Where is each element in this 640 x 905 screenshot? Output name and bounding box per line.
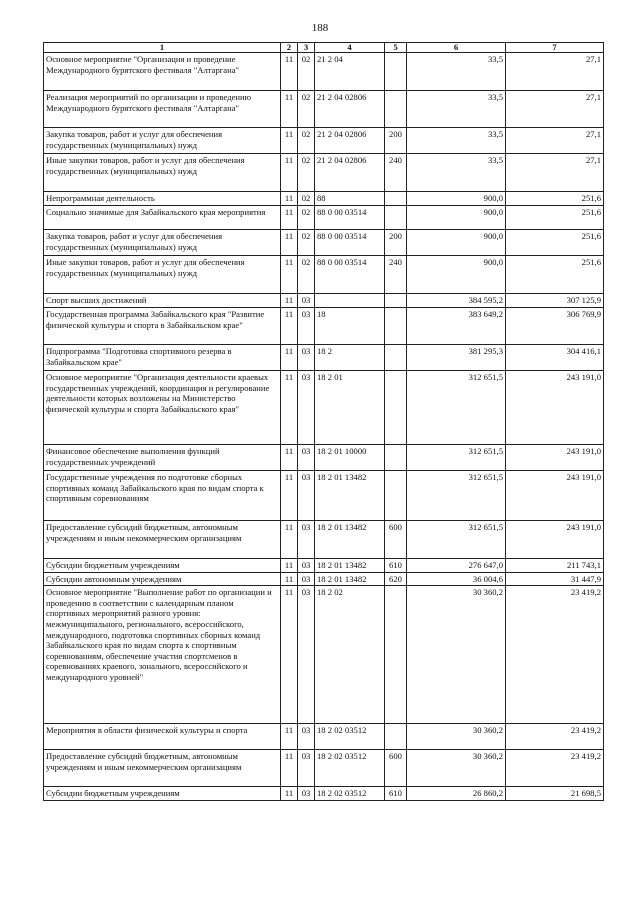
row-amount-executed: 23 419,2	[506, 750, 604, 787]
row-subsection: 02	[298, 230, 315, 256]
row-target-article: 21 2 04 02806	[315, 154, 385, 192]
row-expense-type: 610	[385, 559, 407, 573]
row-target-article	[315, 294, 385, 308]
row-amount-approved: 900,0	[407, 206, 506, 230]
row-amount-approved: 384 595,2	[407, 294, 506, 308]
row-amount-approved: 33,5	[407, 128, 506, 154]
row-name: Государственные учреждения по подготовке сборных спортивных команд Забайкальского края по видам спорта к спортивным соревнованиям	[44, 471, 281, 521]
row-section: 11	[281, 294, 298, 308]
row-expense-type	[385, 724, 407, 750]
table-row	[44, 154, 604, 192]
row-expense-type	[385, 53, 407, 91]
row-amount-approved: 33,5	[407, 91, 506, 128]
row-subsection: 03	[298, 750, 315, 787]
row-target-article: 88 0 00 03514	[315, 230, 385, 256]
header-col-1: 1	[44, 43, 281, 53]
row-expense-type	[385, 206, 407, 230]
row-subsection: 03	[298, 308, 315, 345]
row-subsection: 03	[298, 294, 315, 308]
row-name: Финансовое обеспечение выполнения функций государственных учреждений	[44, 445, 281, 471]
row-amount-executed: 23 419,2	[506, 724, 604, 750]
row-subsection: 02	[298, 91, 315, 128]
row-name: Основное мероприятие "Организация деятельности краевых государственных учреждений, координация и регулирование деятельности которых возложены на Министерство физической культуры и спорта Забайкальского края"	[44, 371, 281, 445]
row-amount-approved: 381 295,3	[407, 345, 506, 371]
row-name: Иные закупки товаров, работ и услуг для обеспечения государственных (муниципальных) нужд	[44, 154, 281, 192]
row-name: Подпрограмма "Подготовка спортивного резерва в Забайкальском крае"	[44, 345, 281, 371]
row-target-article: 18 2 01	[315, 371, 385, 445]
row-amount-approved: 312 651,5	[407, 521, 506, 559]
row-amount-executed: 21 698,5	[506, 787, 604, 801]
table-row	[44, 294, 604, 308]
row-name: Предоставление субсидий бюджетным, автономным учреждениям и иным некоммерческим организациям	[44, 521, 281, 559]
row-name: Основное мероприятие "Выполнение работ по организации и проведению в соответствии с календарным планом спортивных мероприятий разного уровня: межмуниципального, регионального, всероссийского, международного, подготовка спортивных сборных команд Забайкальского края по видам спорта к спортивным соревнованиям, обеспечение участия спортсменов в соревнованиях краевого, зонального, всероссийского и международного уровней"	[44, 586, 281, 724]
table-row	[44, 724, 604, 750]
row-expense-type	[385, 445, 407, 471]
row-section: 11	[281, 192, 298, 206]
row-amount-executed: 251,6	[506, 230, 604, 256]
row-expense-type	[385, 371, 407, 445]
row-section: 11	[281, 128, 298, 154]
row-amount-executed: 251,6	[506, 256, 604, 294]
header-row	[44, 43, 604, 53]
row-amount-executed: 27,1	[506, 154, 604, 192]
row-subsection: 02	[298, 154, 315, 192]
row-target-article: 88 0 00 03514	[315, 256, 385, 294]
row-amount-approved: 900,0	[407, 256, 506, 294]
table-row	[44, 787, 604, 801]
row-amount-approved: 30 360,2	[407, 724, 506, 750]
table-row	[44, 192, 604, 206]
table-row	[44, 206, 604, 230]
row-expense-type: 240	[385, 256, 407, 294]
row-section: 11	[281, 559, 298, 573]
row-target-article: 88 0 00 03514	[315, 206, 385, 230]
row-section: 11	[281, 371, 298, 445]
row-amount-approved: 26 860,2	[407, 787, 506, 801]
header-col-6: 6	[407, 43, 506, 53]
row-subsection: 02	[298, 256, 315, 294]
table-row	[44, 91, 604, 128]
row-name: Иные закупки товаров, работ и услуг для обеспечения государственных (муниципальных) нужд	[44, 256, 281, 294]
row-amount-executed: 243 191,0	[506, 445, 604, 471]
row-name: Мероприятия в области физической культуры и спорта	[44, 724, 281, 750]
row-section: 11	[281, 206, 298, 230]
header-col-4: 4	[315, 43, 385, 53]
row-subsection: 02	[298, 192, 315, 206]
row-amount-executed: 304 416,1	[506, 345, 604, 371]
row-amount-executed: 31 447,9	[506, 572, 604, 586]
table-row	[44, 345, 604, 371]
row-subsection: 03	[298, 559, 315, 573]
row-section: 11	[281, 750, 298, 787]
row-target-article: 18 2 01 13482	[315, 572, 385, 586]
row-amount-approved: 33,5	[407, 53, 506, 91]
table-row	[44, 471, 604, 521]
table-body	[44, 53, 604, 801]
row-amount-executed: 27,1	[506, 128, 604, 154]
row-subsection: 03	[298, 724, 315, 750]
row-name: Предоставление субсидий бюджетным, автономным учреждениям и иным некоммерческим организациям	[44, 750, 281, 787]
row-amount-approved: 276 647,0	[407, 559, 506, 573]
row-target-article: 18 2 02	[315, 586, 385, 724]
row-amount-executed: 307 125,9	[506, 294, 604, 308]
table-row	[44, 586, 604, 724]
row-amount-executed: 27,1	[506, 91, 604, 128]
row-amount-approved: 33,5	[407, 154, 506, 192]
row-section: 11	[281, 154, 298, 192]
table-row	[44, 521, 604, 559]
row-name: Субсидии бюджетным учреждениям	[44, 787, 281, 801]
row-amount-approved: 30 360,2	[407, 750, 506, 787]
row-expense-type	[385, 471, 407, 521]
row-amount-approved: 312 651,5	[407, 445, 506, 471]
header-col-7: 7	[506, 43, 604, 53]
row-amount-approved: 900,0	[407, 192, 506, 206]
table-row	[44, 256, 604, 294]
row-target-article: 18 2 01 13482	[315, 559, 385, 573]
table-row	[44, 308, 604, 345]
row-target-article: 21 2 04 02806	[315, 128, 385, 154]
table-row	[44, 128, 604, 154]
row-name: Закупка товаров, работ и услуг для обеспечения государственных (муниципальных) нужд	[44, 230, 281, 256]
row-target-article: 18 2 02 03512	[315, 787, 385, 801]
row-amount-executed: 306 769,9	[506, 308, 604, 345]
row-amount-approved: 36 004,6	[407, 572, 506, 586]
row-section: 11	[281, 572, 298, 586]
row-amount-executed: 27,1	[506, 53, 604, 91]
row-expense-type: 200	[385, 230, 407, 256]
row-section: 11	[281, 308, 298, 345]
table-row	[44, 445, 604, 471]
row-expense-type	[385, 192, 407, 206]
row-subsection: 03	[298, 787, 315, 801]
row-name: Основное мероприятие "Организация и проведение Международного бурятского фестиваля "Алтаргана"	[44, 53, 281, 91]
row-amount-approved: 312 651,5	[407, 471, 506, 521]
row-subsection: 03	[298, 572, 315, 586]
row-target-article: 18 2 01 13482	[315, 471, 385, 521]
row-target-article: 18 2 01 13482	[315, 521, 385, 559]
row-target-article: 18 2 02 03512	[315, 750, 385, 787]
row-amount-approved: 383 649,2	[407, 308, 506, 345]
row-section: 11	[281, 471, 298, 521]
row-subsection: 02	[298, 206, 315, 230]
row-name: Реализация мероприятий по организации и проведению Международного бурятского фестиваля "Алтаргана"	[44, 91, 281, 128]
row-expense-type: 200	[385, 128, 407, 154]
row-name: Спорт высших достижений	[44, 294, 281, 308]
row-subsection: 03	[298, 445, 315, 471]
row-name: Закупка товаров, работ и услуг для обеспечения государственных (муниципальных) нужд	[44, 128, 281, 154]
table-row	[44, 750, 604, 787]
row-expense-type: 600	[385, 750, 407, 787]
row-amount-approved: 30 360,2	[407, 586, 506, 724]
table-row	[44, 230, 604, 256]
row-name: Субсидии автономным учреждениям	[44, 572, 281, 586]
row-amount-executed: 243 191,0	[506, 371, 604, 445]
row-subsection: 02	[298, 53, 315, 91]
row-subsection: 03	[298, 371, 315, 445]
row-amount-executed: 243 191,0	[506, 471, 604, 521]
row-amount-executed: 251,6	[506, 206, 604, 230]
row-subsection: 03	[298, 521, 315, 559]
page-number: 188	[311, 22, 329, 34]
row-section: 11	[281, 787, 298, 801]
row-name: Субсидии бюджетным учреждениям	[44, 559, 281, 573]
row-target-article: 21 2 04 02806	[315, 91, 385, 128]
table-row	[44, 559, 604, 573]
row-section: 11	[281, 345, 298, 371]
header-col-2: 2	[281, 43, 298, 53]
row-expense-type	[385, 345, 407, 371]
row-name: Социально значимые для Забайкальского края мероприятия	[44, 206, 281, 230]
row-section: 11	[281, 230, 298, 256]
row-amount-executed: 211 743,1	[506, 559, 604, 573]
header-col-3: 3	[298, 43, 315, 53]
table-row	[44, 53, 604, 91]
row-section: 11	[281, 586, 298, 724]
row-target-article: 21 2 04	[315, 53, 385, 91]
row-expense-type: 620	[385, 572, 407, 586]
row-amount-approved: 312 651,5	[407, 371, 506, 445]
row-amount-executed: 251,6	[506, 192, 604, 206]
row-section: 11	[281, 445, 298, 471]
row-section: 11	[281, 91, 298, 128]
budget-table	[43, 42, 604, 801]
row-expense-type	[385, 586, 407, 724]
row-section: 11	[281, 53, 298, 91]
row-expense-type: 610	[385, 787, 407, 801]
row-expense-type	[385, 91, 407, 128]
row-section: 11	[281, 724, 298, 750]
row-name: Государственная программа Забайкальского края "Развитие физической культуры и спорта в Забайкальском крае"	[44, 308, 281, 345]
row-expense-type	[385, 294, 407, 308]
row-subsection: 03	[298, 345, 315, 371]
row-target-article: 18 2 02 03512	[315, 724, 385, 750]
table-row	[44, 371, 604, 445]
row-subsection: 02	[298, 128, 315, 154]
row-target-article: 88	[315, 192, 385, 206]
row-subsection: 03	[298, 586, 315, 724]
row-name: Непрограммная деятельность	[44, 192, 281, 206]
row-target-article: 18 2 01 10000	[315, 445, 385, 471]
row-section: 11	[281, 256, 298, 294]
row-target-article: 18 2	[315, 345, 385, 371]
row-subsection: 03	[298, 471, 315, 521]
row-target-article: 18	[315, 308, 385, 345]
row-expense-type: 600	[385, 521, 407, 559]
row-section: 11	[281, 521, 298, 559]
row-amount-executed: 243 191,0	[506, 521, 604, 559]
row-amount-approved: 900,0	[407, 230, 506, 256]
header-col-5: 5	[385, 43, 407, 53]
table-row	[44, 572, 604, 586]
row-expense-type	[385, 308, 407, 345]
row-expense-type: 240	[385, 154, 407, 192]
row-amount-executed: 23 419,2	[506, 586, 604, 724]
